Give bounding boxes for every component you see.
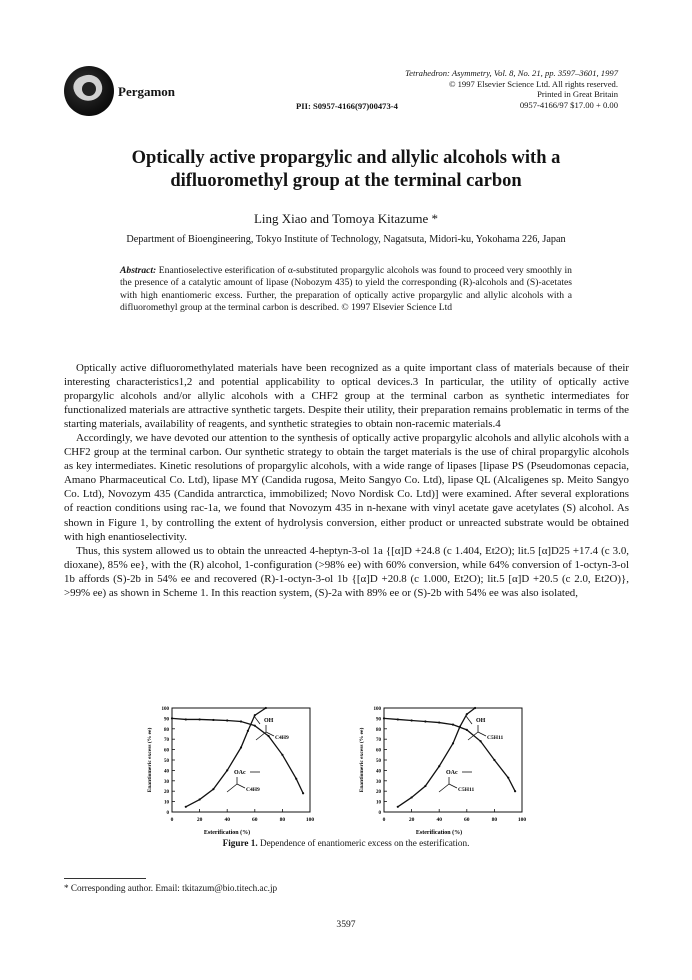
y-tick-label: 40 [376,769,381,775]
annotation-oac: OAc [234,770,246,776]
y-tick-label: 60 [164,748,169,754]
data-point [397,718,399,720]
y-tick-label: 30 [376,779,381,785]
x-tick-label: 80 [491,817,498,823]
data-point [281,754,283,756]
affiliation: Department of Bioengineering, Tokyo Institute of Technology, Nagatsuta, Midori-ku, Yokohama 226, Japan [126,234,566,245]
structure-bond [478,732,486,736]
plot-frame [172,708,310,812]
footnote: * Corresponding author. Email: tkitazum@bio.titech.ac.jp [64,883,278,893]
printed-line: Printed in Great Britain [537,89,618,100]
x-tick-label: 0 [382,817,386,823]
body-text [64,361,629,600]
y-tick-label: 20 [376,790,381,796]
data-point [199,718,201,720]
structure-alkyne [227,784,237,792]
x-tick-label: 40 [436,817,442,823]
data-point [411,719,413,721]
y-tick-label: 70 [164,738,169,744]
data-point [171,717,173,719]
x-tick-label: 20 [408,817,415,823]
structure-alkyne [468,732,478,740]
y-tick-label: 70 [376,738,381,744]
y-tick-label: 80 [376,727,381,733]
annotation-arrow [466,716,472,724]
data-point [459,726,461,728]
title-line-1: Optically active propargylic and allylic alcohols with a [131,148,561,168]
y-tick-label: 40 [164,769,169,775]
data-point [438,765,440,767]
y-tick-label: 50 [376,759,381,764]
abstract [120,265,572,314]
figure-caption-label: Figure 1. [222,838,258,848]
annotation-arrow [254,716,260,724]
issn-line: 0957-4166/97 $17.00 + 0.00 [519,99,618,110]
x-tick-label: 100 [305,817,315,823]
data-point [199,798,201,800]
abstract-text: Enantioselective esterification of α-substituted propargylic alcohols was found to proceed very smoothly in the presence of a catalytic amount of lipase (Nobozym 435) to yield the corresponding (R)-alcohols and (S)-acetates with high enantiomeric excess. Further, the preparation of optically active propargylic and allylic alcohols with a difluoromethyl group at the terminal carbon is described. © 1997 Elsevier Science Ltd [120,265,572,313]
chart-left [138,700,328,836]
data-point [480,740,482,742]
x-axis-label: Esterification (%) [415,830,463,836]
data-point [438,721,440,723]
x-tick-label: 40 [224,817,230,823]
structure-bond [449,784,457,788]
x-axis-label: Esterification (%) [203,830,251,836]
data-point [247,730,249,732]
data-point [268,735,270,737]
data-point [424,785,426,787]
data-point [302,792,304,794]
annotation-alkyl: C5H11 [458,787,475,793]
y-tick-label: 0 [166,811,169,816]
data-point [226,769,228,771]
title-line-2: difluoromethyl group at the terminal carbon [170,171,522,191]
data-point [295,778,297,780]
y-axis-label: Enantiomeric excess (% ee) [147,727,153,793]
data-point [254,725,256,727]
x-tick-label: 20 [196,817,203,823]
x-tick-label: 60 [252,817,258,823]
page-number: 3597 [336,919,356,930]
authors: Ling Xiao and Tomoya Kitazume * [253,211,439,226]
data-point [397,806,399,808]
y-tick-label: 100 [161,707,169,712]
y-tick-label: 90 [164,717,169,723]
data-point [212,788,214,790]
pii-code: PII: S0957-4166(97)00473-4 [296,101,398,111]
y-axis-label: Enantiomeric excess (% ee) [359,727,365,793]
paragraph-1: Optically active difluoromethylated materials have been recognized as a quite important class of materials because of their interesting characteristics1,2 and potential applicability to optical devices.3 In particular, the utility of optically active propargylic alcohols and/or allylic alcohols with a CHF2 group at the terminal carbon as synthetic intermediates for functionalized materials are attractive synthetic targets. Despite their utility, their preparation remains problematic in terms of the starting materials, availability of reagents, and synthetic strategies to obtain non-racemic materials.4 [64,362,629,431]
x-tick-label: 80 [279,817,286,823]
chart-right [350,700,540,836]
x-tick-label: 60 [464,817,470,823]
structure-alkyne [256,732,266,740]
data-point [265,707,267,709]
y-tick-label: 0 [378,811,381,816]
paragraph-2: Accordingly, we have devoted our attention to the synthesis of optically active propargylic alcohols and allylic alcohols with a CHF2 group at the terminal carbon. Our synthetic strategy to obtain the target materials is the use of chiral propargylic alcohols as key intermediates. Kinetic resolutions of propargylic alcohols, with a wide range of lipases [lipase PS (Pseudomonas cepacia, Amano Pharmaceutical Co. Ltd), lipase MY (Candida rugosa, Meito Sangyo Co. Ltd), lipase QL (Alcaligenes sp. Meito Sangyo Co. Ltd), Novozym 435 (Candida antrarctica, immobilized; Novo Nordisk Co. Ltd)] were examined. After several explorations of reaction conditions using rac-1a, we found that Novozym 435 in n-hexane with vinyl acetate gave acetylates (S) alcohol. As shown in Figure 1, by controlling the extent of hydrolysis conversion, either product or unreacted substrate would be obtained with high enantioselectivity. [64,432,629,543]
data-point [466,729,468,731]
data-point [240,746,242,748]
footnote-rule [64,878,146,879]
copyright-line: © 1997 Elsevier Science Ltd. All rights reserved. [448,78,618,89]
annotation-alkyl: C5H11 [487,735,504,741]
y-tick-label: 60 [376,748,381,754]
structure-bond [237,784,245,788]
y-tick-label: 90 [376,717,381,723]
annotation-oh: OH [476,718,486,724]
series-line-1 [172,718,303,793]
data-point [493,759,495,761]
y-tick-label: 80 [164,727,169,733]
paper-title [60,147,632,193]
data-point [452,724,454,726]
journal-info [405,68,618,110]
data-point [226,719,228,721]
data-point [212,719,214,721]
figure-caption [60,838,632,848]
figure-caption-text: Dependence of enantiomeric excess on the esterification. [259,838,470,848]
y-tick-label: 50 [164,759,169,764]
y-tick-label: 10 [376,800,381,806]
abstract-label: Abstract: [120,265,157,276]
x-tick-label: 0 [170,817,174,823]
data-point [240,720,242,722]
data-point [507,777,509,779]
data-point [185,718,187,720]
data-point [424,720,426,722]
y-tick-label: 30 [164,779,169,785]
annotation-oh: OH [264,718,274,724]
series-line-1 [384,718,515,791]
structure-alkyne [439,784,449,792]
data-point [474,707,476,709]
annotation-oac: OAc [446,770,458,776]
y-tick-label: 10 [164,800,169,806]
data-point [383,717,385,719]
paragraph-3: Thus, this system allowed us to obtain the unreacted 4-heptyn-3-ol 1a {[α]D +24.8 (c 1.404, Et2O); lit.5 [α]D25 +17.4 (c 3.0, dioxane), 85% ee}, with the (R) alcohol, 1-configuration (>98% ee) with 60% conversion, while 64% conversion of 1-octyn-3-ol 1b affords (S)-2b in 54% ee and recovered (R)-1-octyn-3-ol 1b {[α]D +20.8 (c 1.000, Et2O); lit.5 [α]D +20.5 (c 2.0, Et2O)}, >99% ee) as shown in Scheme 1. In this reaction system, (S)-2a with 89% ee or (S)-2b with 54% ee was also isolated, [64,544,629,599]
journal-citation: Tetrahedron: Asymmetry, Vol. 8, No. 21, pp. 3597–3601, 1997 [405,68,618,78]
data-point [185,806,187,808]
publisher-name: Pergamon [118,84,176,99]
annotation-alkyl: C4H9 [275,735,289,741]
data-point [411,796,413,798]
data-point [466,713,468,715]
pergamon-logo [64,66,114,116]
x-tick-label: 100 [517,817,527,823]
data-point [514,790,516,792]
annotation-alkyl: C4H9 [246,787,260,793]
y-tick-label: 100 [373,707,381,712]
data-point [452,742,454,744]
y-tick-label: 20 [164,790,169,796]
